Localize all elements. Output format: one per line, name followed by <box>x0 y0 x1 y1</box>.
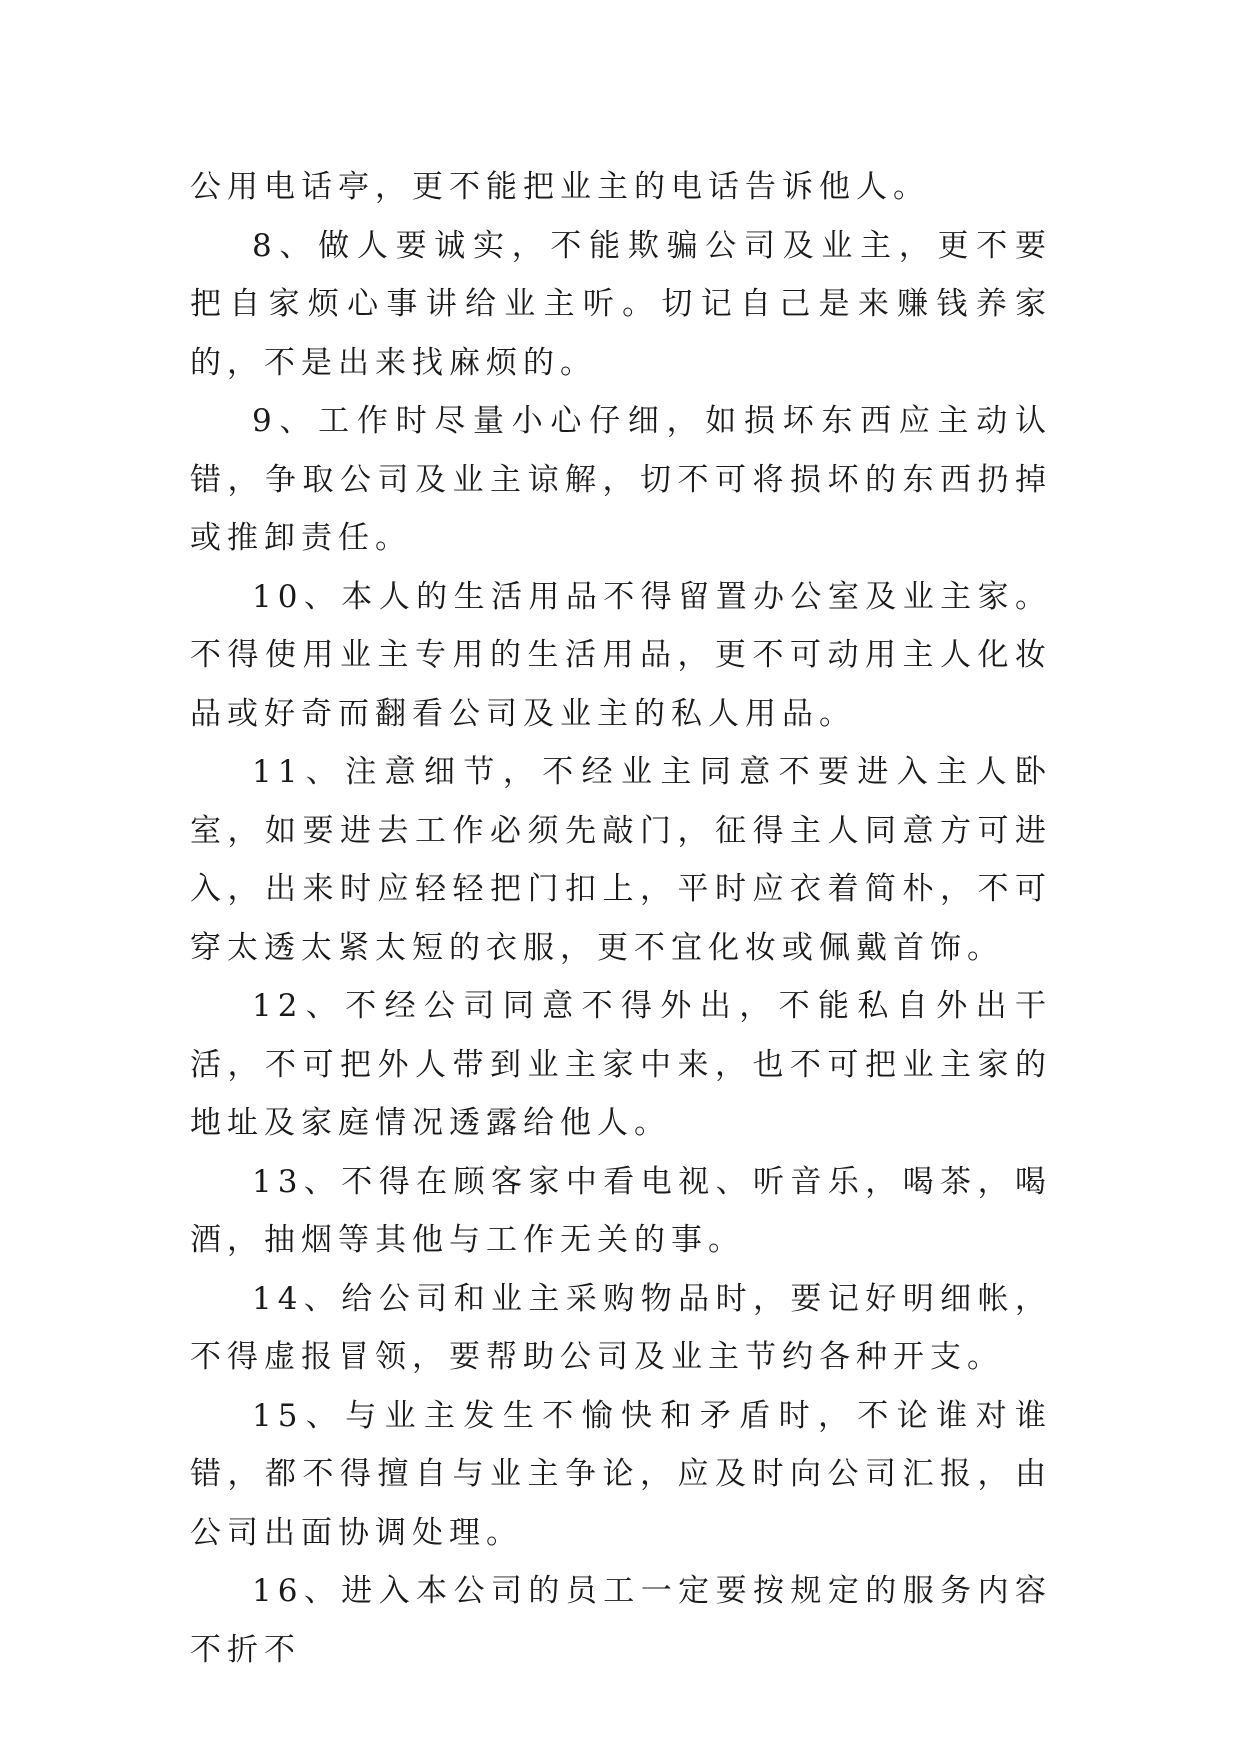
paragraph-rule-11: 11、注意细节，不经业主同意不要进入主人卧室，如要进去工作必须先敲门，征得主人同意方可进入，出来时应轻轻把门扣上，平时应衣着简朴，不可穿太透太紧太短的衣服，更不宜化妆或佩戴首饰。 <box>190 754 1052 966</box>
document-body <box>190 158 1052 1679</box>
paragraph-rule-8: 8、做人要诚实，不能欺骗公司及业主，更不要把自家烦心事讲给业主听。切记自己是来赚钱养家的，不是出来找麻烦的。 <box>190 227 1052 381</box>
paragraph-rule-15: 15、与业主发生不愉快和矛盾时，不论谁对谁错，都不得擅自与业主争论，应及时向公司汇报，由公司出面协调处理。 <box>190 1397 1052 1551</box>
paragraph-continued: 公用电话亭，更不能把业主的电话告诉他人。 <box>190 169 930 205</box>
paragraph-rule-9: 9、工作时尽量小心仔细，如损坏东西应主动认错，争取公司及业主谅解，切不可将损坏的东西扔掉或推卸责任。 <box>190 403 1052 556</box>
paragraph-rule-10: 10、本人的生活用品不得留置办公室及业主家。不得使用业主专用的生活用品，更不可动用主人化妆品或好奇而翻看公司及业主的私人用品。 <box>190 578 1052 732</box>
paragraph-rule-13: 13、不得在顾客家中看电视、听音乐，喝茶，喝酒，抽烟等其他与工作无关的事。 <box>190 1163 1052 1258</box>
paragraph-rule-12: 12、不经公司同意不得外出，不能私自外出干活，不可把外人带到业主家中来，也不可把业主家的地址及家庭情况透露给他人。 <box>190 988 1052 1141</box>
paragraph-rule-14: 14、给公司和业主采购物品时，要记好明细帐，不得虚报冒领，要帮助公司及业主节约各种开支。 <box>190 1280 1052 1375</box>
paragraph-rule-16: 16、进入本公司的员工一定要按规定的服务内容不折不 <box>190 1573 1052 1668</box>
